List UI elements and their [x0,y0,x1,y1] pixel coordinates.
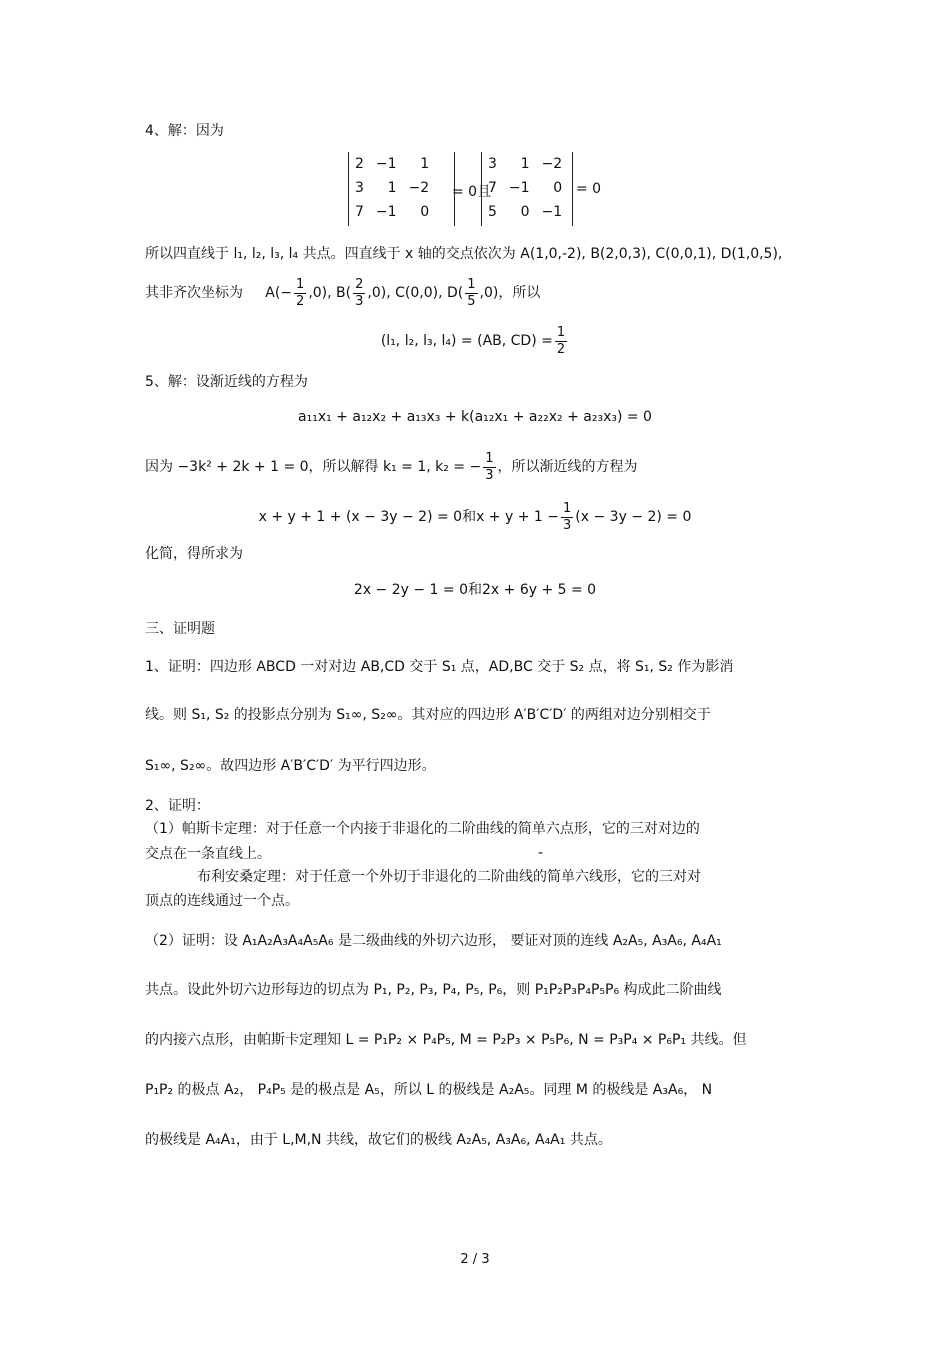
determinant-cell: −2 [408,180,430,196]
determinant-a [348,152,455,226]
fraction [465,277,477,310]
text: (x − 3y − 2) = 0 [575,509,692,525]
problem-4-heading: 4、解：因为 [145,123,224,139]
text: ,0), B( [308,285,352,301]
fraction [555,325,567,358]
fraction-num: 1 [556,324,566,340]
brianchon-theorem-line-2: 顶点的连线通过一个点。 [145,893,299,909]
fraction-num: 1 [485,450,494,466]
asymptote-equation: a₁₁x₁ + a₁₂x₂ + a₁₃x₃ + k(a₁₂x₁ + a₂₂x₂ + a₂₃x₃) = 0 [298,409,652,425]
determinant-row [349,176,435,200]
determinant-cell: 5 [488,204,497,220]
determinant-equals-and: = 0且 [452,184,492,200]
fraction [483,451,495,484]
proof-2-line-7: 的内接六点形，由帕斯卡定理知 L = P₁P₂ × P₄P₅, M = P₂P₃ × P₅P₆, N = P₃P₄ × P₆P₁ 共线。但 [145,1032,747,1048]
problem-4-result [0,324,950,358]
proof-2-line-9: 的极线是 A₄A₁，由于 L,M,N 共线，故它们的极线 A₂A₅, A₃A₆, A₄A₁ 共点。 [145,1132,612,1148]
proof-1-line-1: 1、证明：四边形 ABCD 一对对边 AB,CD 交于 S₁ 点，AD,BC 交于 S₂ 点，将 S₁, S₂ 作为影消 [145,659,734,675]
text: x + y + 1 + (x − 3y − 2) = 0和x + y + 1 − [258,509,559,525]
fraction-den: 2 [556,341,566,357]
proof-2-line-6: 共点。设此外切六边形每边的切点为 P₁, P₂, P₃, P₄, P₅, P₆，则 P₁P₂P₃P₄P₅P₆ 构成此二阶曲线 [145,982,722,998]
determinant-cell: 2 [355,156,364,172]
fraction-den: 5 [467,293,476,309]
text: ，所以渐近线的方程为 [497,459,638,475]
problem-5-answer: 2x − 2y − 1 = 0和2x + 6y + 5 = 0 [353,582,597,598]
pascal-theorem-line-1: （1）帕斯卡定理：对于任意一个内接于非退化的二阶曲线的简单六点形，它的三对对边的 [145,821,700,837]
proof-2-heading: 2、证明： [145,798,210,814]
determinant-row [349,200,435,224]
determinant-cell: −1 [541,204,563,220]
determinant-cell: 1 [420,156,430,172]
asymptote-equations [0,500,950,534]
fraction [294,277,306,310]
proof-1-line-3: S₁∞, S₂∞。故四边形 A′B′C′D′ 为平行四边形。 [145,758,436,774]
section-3-heading: 三、证明题 [145,621,215,637]
determinant-row [482,152,568,176]
determinant-cell: 7 [488,180,497,196]
text: ,0)，所以 [479,285,541,301]
problem-4-intersections: 所以四直线于 l₁, l₂, l₃, l₄ 共点。四直线于 x 轴的交点依次为 A(1,0,-2), B(2,0,3), C(0,0,1), D(1,0,5), [145,246,783,262]
fraction-den: 3 [485,467,494,483]
page-number: 2 / 3 [460,1252,490,1267]
problem-5-heading: 5、解：设渐近线的方程为 [145,374,308,390]
determinant-cell: 1 [387,180,397,196]
fraction [353,277,365,310]
fraction-num: 2 [355,276,364,292]
fraction-num: 1 [467,276,476,292]
determinant-cell: 3 [488,156,497,172]
determinant-b [481,152,573,226]
determinant-equals-zero: = 0 [576,181,602,197]
determinant-row [349,152,435,176]
determinant-cell: 3 [355,180,364,196]
stray-dash: - [538,845,544,861]
determinant-cell: 0 [420,204,430,220]
determinant-cell: −1 [508,180,530,196]
fraction-den: 3 [355,293,364,309]
proof-2-line-8: P₁P₂ 的极点 A₂， P₄P₅ 是的极点是 A₅，所以 L 的极线是 A₂A₅。同理 M 的极线是 A₃A₆， N [145,1082,713,1098]
fraction [561,501,573,534]
text: (l₁, l₂, l₃, l₄) = (AB, CD) = [380,333,553,349]
determinant-cell: −1 [375,204,397,220]
pascal-theorem-line-2: 交点在一条直线上。 [145,846,271,862]
proof-2-line-5: （2）证明：设 A₁A₂A₃A₄A₅A₆ 是二级曲线的外切六边形， 要证对顶的连线 A₂A₅, A₃A₆, A₄A₁ [145,933,722,949]
determinant-cell: −1 [375,156,397,172]
text: 其非齐次坐标为 [145,285,243,301]
fraction-num: 1 [563,500,572,516]
text: A(− [265,285,293,301]
determinant-row [482,200,568,224]
brianchon-theorem-line-1: 布利安桑定理：对于任意一个外切于非退化的二阶曲线的简单六线形，它的三对对 [197,869,701,885]
problem-4-nonhomogeneous [145,276,540,310]
fraction-num: 1 [296,276,305,292]
problem-5-simplify: 化简，得所求为 [145,546,243,562]
determinant-cell: −2 [541,156,563,172]
text: ,0), C(0,0), D( [367,285,464,301]
proof-1-line-2: 线。则 S₁, S₂ 的投影点分别为 S₁∞, S₂∞。其对应的四边形 A′B′C′D′ 的两组对边分别相交于 [145,707,711,723]
text: 因为 −3k² + 2k + 1 = 0，所以解得 k₁ = 1, k₂ = − [145,459,482,475]
fraction-den: 3 [563,517,572,533]
determinant-cell: 0 [553,180,563,196]
determinant-cell: 1 [520,156,530,172]
determinant-row [482,176,568,200]
determinant-cell: 7 [355,204,364,220]
fraction-den: 2 [296,293,305,309]
problem-5-solve [145,450,638,484]
determinant-cell: 0 [520,204,530,220]
